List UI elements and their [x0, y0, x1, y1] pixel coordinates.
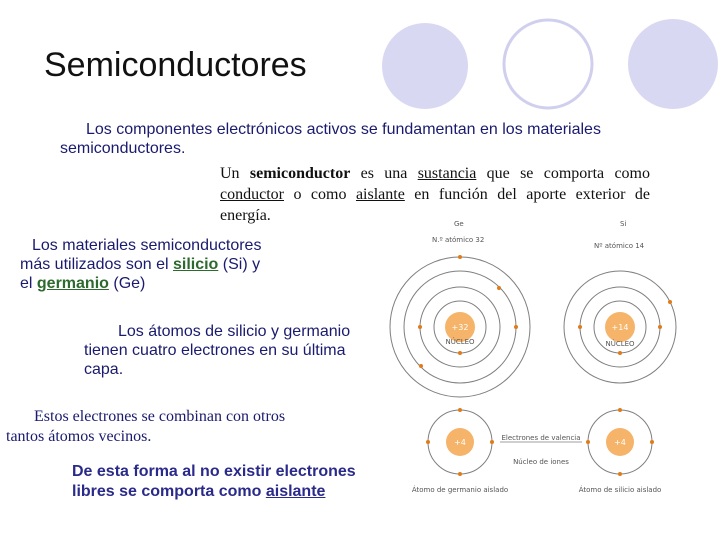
atoms-line: capa.	[84, 361, 124, 378]
electron	[514, 325, 518, 329]
si-symbol: Si	[620, 220, 627, 228]
definition-term: semiconductor	[249, 165, 351, 182]
isolation-line	[72, 482, 402, 502]
electrons-line: tantos átomos vecinos.	[6, 428, 152, 445]
electrons-paragraph	[6, 407, 346, 447]
atoms-line: tienen cuatro electrones en su última	[84, 342, 346, 359]
si-nucleus-label: NÚCLEO	[605, 340, 635, 348]
isolation-line: De esta forma al no existir electrones	[72, 463, 356, 480]
link-silicio[interactable]: silicio	[172, 256, 219, 273]
ge-atom	[390, 255, 530, 397]
electron	[668, 300, 672, 304]
materials-text: el	[20, 275, 37, 292]
electron	[497, 286, 501, 290]
intro-paragraph	[60, 120, 680, 158]
electron	[618, 351, 622, 355]
electron	[418, 325, 422, 329]
electron	[650, 440, 654, 444]
isolated-si-caption: Átomo de silicio aislado	[578, 486, 662, 494]
si-atom	[564, 271, 676, 383]
isolated-ge-core: +4	[454, 438, 466, 447]
ge-atomic-number: N.º atómico 32	[432, 236, 485, 244]
electron	[586, 440, 590, 444]
decor-circle-outline	[504, 20, 592, 108]
si-core-charge: +14	[611, 323, 629, 332]
decor-circle	[382, 23, 468, 109]
si-atomic-number: Nº atómico 14	[594, 242, 645, 250]
core-label: Núcleo de iones	[513, 458, 569, 466]
isolation-text: libres se comporta como	[72, 483, 266, 500]
materials-line	[20, 274, 310, 293]
materials-line: Los materiales semiconductores	[32, 237, 262, 254]
link-conductor[interactable]: conductor	[220, 186, 284, 203]
electron	[458, 255, 462, 259]
link-sustancia[interactable]: sustancia	[417, 165, 477, 182]
intro-line: Los componentes electrónicos activos se fundamentan en los materiales	[86, 121, 601, 138]
page-title: Semiconductores	[44, 46, 307, 84]
link-aislante[interactable]: aislante	[355, 186, 405, 203]
electron	[490, 440, 494, 444]
definition-text: es una	[350, 165, 418, 182]
materials-text: más utilizados son el	[20, 256, 173, 273]
definition-text: o como	[283, 186, 356, 203]
electron	[458, 351, 462, 355]
electron	[658, 325, 662, 329]
ge-nucleus-label: NÚCLEO	[445, 338, 475, 346]
materials-text: (Ge)	[108, 275, 146, 292]
decor-circle	[628, 19, 718, 109]
electrons-line: Estos electrones se combinan con otros	[34, 408, 286, 425]
isolation-paragraph	[72, 462, 402, 502]
ge-core-charge: +32	[451, 323, 469, 332]
electron	[458, 472, 462, 476]
isolated-si-atom	[586, 408, 654, 476]
electron	[426, 440, 430, 444]
materials-line	[20, 255, 310, 274]
valence-label: Electrones de valencia	[501, 434, 581, 442]
atoms-paragraph	[84, 322, 384, 379]
isolated-si-core: +4	[614, 438, 626, 447]
materials-text: (Si) y	[218, 256, 261, 273]
ge-symbol: Ge	[454, 220, 464, 228]
isolated-ge-atom	[426, 408, 494, 476]
electron	[458, 408, 462, 412]
atom-diagram	[384, 214, 714, 504]
electron	[419, 364, 423, 368]
definition-text: que se comporta como	[476, 165, 650, 182]
isolated-ge-caption: Átomo de germanio aislado	[411, 486, 509, 494]
intro-line: semiconductores.	[60, 140, 186, 157]
definition-text: en función del aporte exterior de energía.	[220, 186, 651, 224]
electron	[618, 408, 622, 412]
electron	[578, 325, 582, 329]
electron	[618, 472, 622, 476]
atoms-line: Los átomos de silicio y germanio	[118, 323, 351, 340]
link-aislante-2[interactable]: aislante	[265, 483, 326, 500]
link-germanio[interactable]: germanio	[36, 275, 109, 292]
materials-paragraph	[20, 236, 310, 293]
definition-text: Un	[220, 165, 250, 182]
